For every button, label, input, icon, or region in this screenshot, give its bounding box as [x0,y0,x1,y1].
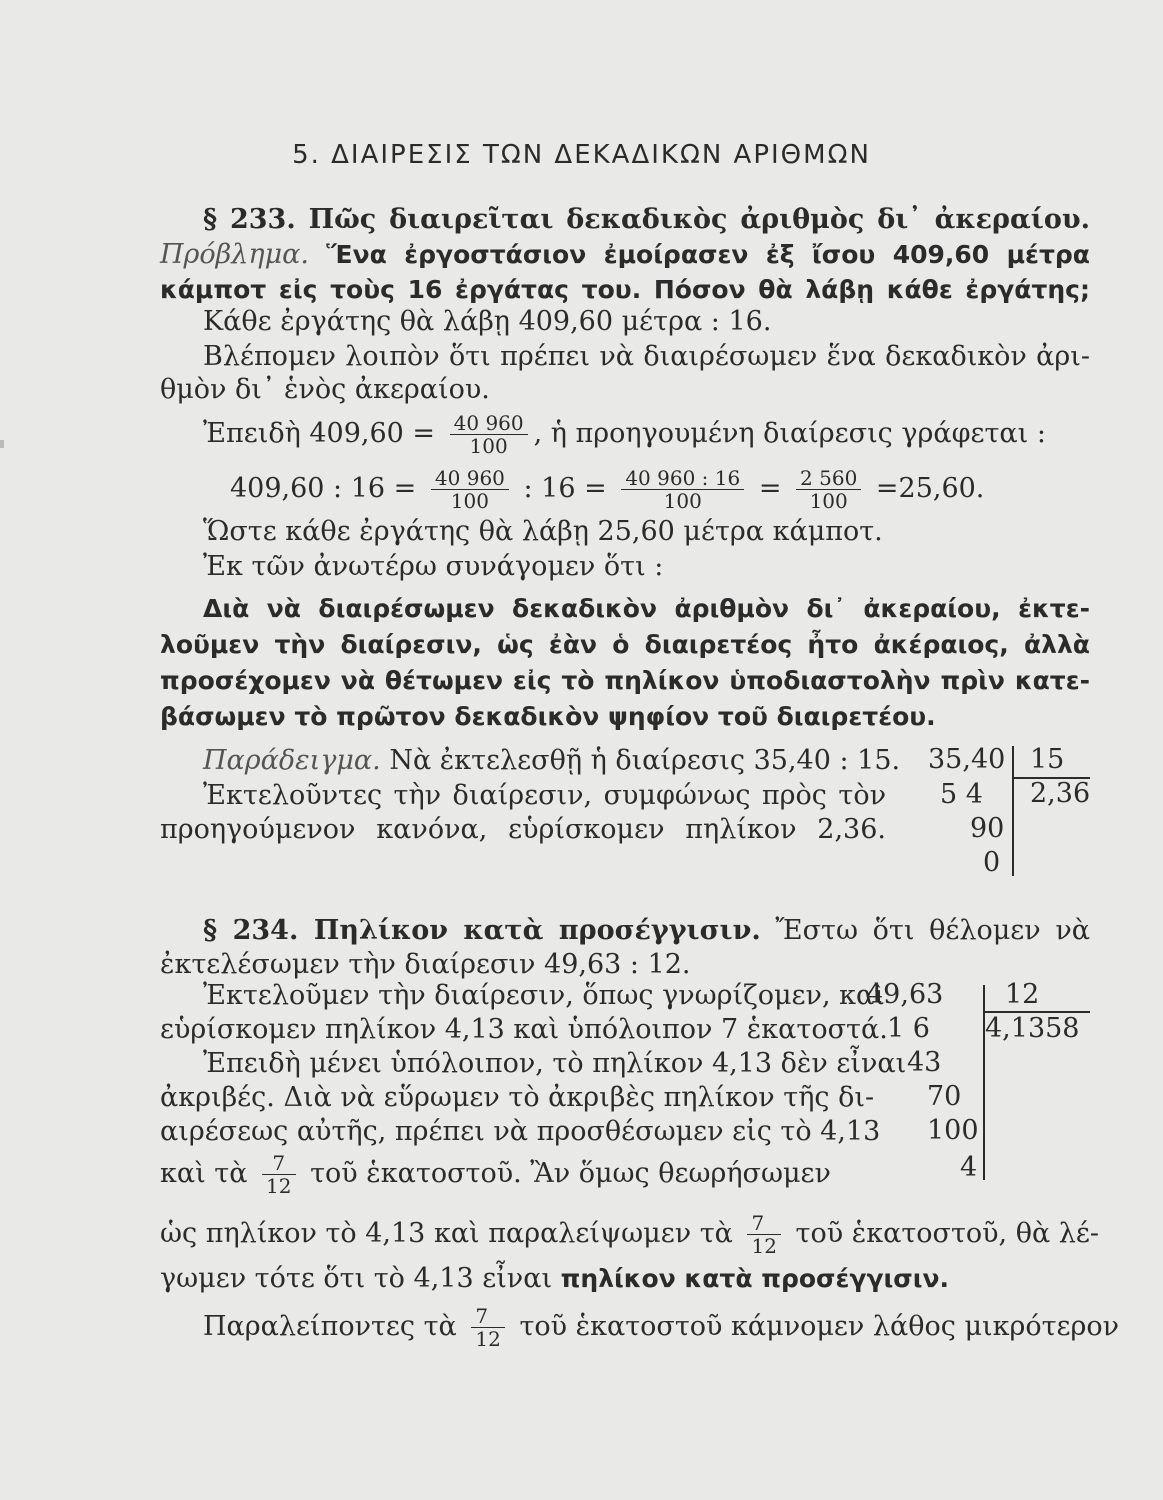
section-234-heading: § 234. Πηλίκον κατὰ προσέγγισιν. Ἔστω ὅτι θέλομεν νὰ [203,915,1090,946]
example-label: Παράδειγμα. [203,745,381,776]
fraction: $\frac{40 960}{100}$ [450,412,528,457]
text-line: Ἐκ τῶν ἀνωτέρω συνάγομεν ὅτι : [203,551,664,582]
rule-line-3: προσέχομεν νὰ θέτωμεν εἰς τὸ πηλίκον ὑποδιαστολὴν πρὶν κατε- [160,666,1090,695]
section-233-heading: § 233. Πῶς διαιρεῖται δεκαδικὸς ἀριθμὸς δι᾽ ἀκεραίου. [203,204,1090,235]
text-line: Ὥστε κάθε ἐργάτης θὰ λάβῃ 25,60 μέτρα κάμποτ. [203,516,883,547]
text-line: Ἐκτελοῦμεν τὴν διαίρεσιν, ὅπως γνωρίζομεν, καὶ [203,980,885,1011]
text-line-with-fraction: Παραλείποντες τὰ $\frac{7}{12}$ τοῦ ἑκατοστοῦ κάμνομεν λάθος μικρότερον [203,1304,1120,1351]
text-line: ἀκριβές. Διὰ νὰ εὕρωμεν τὸ ἀκριβὲς πηλίκον τῆς δι- [160,1082,875,1113]
fraction: $\frac{7}{12}$ [471,1305,504,1350]
fraction: $\frac{7}{12}$ [262,1152,295,1197]
fraction: $\frac{40 960}{100}$ [431,467,509,512]
example-line-2: Ἐκτελοῦντες τὴν διαίρεσιν, συμφώνως πρὸς τὸν [203,780,886,811]
text-line: γωμεν τότε ὅτι τὸ 4,13 εἶναι πηλίκον κατὰ προσέγγισιν. [160,1263,949,1294]
rule-line-4: βάσωμεν τὸ πρῶτον δεκαδικὸν ψηφίον τοῦ διαιρετέου. [160,702,936,731]
rule-line-1: Διὰ νὰ διαιρέσωμεν δεκαδικὸν ἀριθμὸν δι᾽ ἀκεραίου, ἐκτε- [203,594,1090,623]
text-line: εὑρίσκομεν πηλίκον 4,13 καὶ ὑπόλοιπον 7 ἑκατοστά. [160,1014,888,1045]
text-line: Βλέπομεν λοιπὸν ὅτι πρέπει νὰ διαιρέσωμεν ἕνα δεκαδικὸν ἀρι- [203,341,1090,372]
fraction: $\frac{7}{12}$ [747,1212,780,1257]
problem-line-1: Πρόβλημα. Ἕνα ἐργοστάσιον ἐμοίρασεν ἐξ ἴσου 409,60 μέτρα [160,239,1090,270]
scan-speck [0,440,4,448]
chapter-title: 5. ΔΙΑΙΡΕΣΙΣ ΤΩΝ ΔΕΚΑΔΙΚΩΝ ΑΡΙΘΜΩΝ [292,140,871,170]
text-line: θμὸν δι᾽ ἑνὸς ἀκεραίου. [160,374,490,405]
text-line: Ἐπειδὴ μένει ὑπόλοιπον, τὸ πηλίκον 4,13 δὲν εἶναι [203,1048,907,1079]
equation: 409,60 : 16 = $\frac{40 960}{100}$ : 16 = $\frac{40 960 : 16}{100}$ = $\frac{2 560}{100}$ =25,60. [230,466,985,513]
text-line-with-fraction: ὡς πηλίκον τὸ 4,13 καὶ παραλείψωμεν τὰ $\frac{7}{12}$ τοῦ ἑκατοστοῦ, θὰ λέ- [160,1211,1100,1258]
fraction: $\frac{2 560}{100}$ [796,467,861,512]
example-line-1: Παράδειγμα. Νὰ ἐκτελεσθῇ ἡ διαίρεσις 35,40 : 15. [203,745,901,776]
text-line-with-fraction: Ἐπειδὴ 409,60 = $\frac{40 960}{100}$ , ἡ προηγουμένη διαίρεσις γράφεται : [203,411,1046,458]
text-line: Κάθε ἐργάτης θὰ λάβῃ 409,60 μέτρα : 16. [203,306,772,337]
fraction: $\frac{40 960 : 16}{100}$ [621,467,744,512]
text-line: ἐκτελέσωμεν τὴν διαίρεσιν 49,63 : 12. [160,949,691,980]
text-line-with-fraction: καὶ τὰ $\frac{7}{12}$ τοῦ ἑκατοστοῦ. Ἂν ὅμως θεωρήσωμεν [160,1151,831,1198]
book-page: 5. ΔΙΑΙΡΕΣΙΣ ΤΩΝ ΔΕΚΑΔΙΚΩΝ ΑΡΙΘΜΩΝ § 233. Πῶς διαιρεῖται δεκαδικὸς ἀριθμὸς δι᾽ ἀκεραίου. Πρόβλημα. Ἕνα ἐργοστάσιον ἐμοίρασεν ἐξ ἴσου 409,60 μέτρα κάμποτ εἰς τοὺς 16 ἐργάτας του. Πόσον θὰ λάβῃ κάθε ἐργάτης; Κάθε ἐργάτης θὰ λάβῃ 409,60 μέτρα : 16. Βλέπομεν λοιπὸν ὅτι πρέπει νὰ διαιρέσωμεν ἕνα δεκαδικὸν ἀρι- θμὸν δι᾽ ἑνὸς ἀκεραίου. Ἐπειδὴ 409,60 = $\frac{40 960}{100}$ , ἡ προηγουμένη διαίρεσις γράφεται : 409,60 : 16 = $\frac{40 960}{100}$ : 16 = $\frac{40 960 : 16}{100}$ = $\frac{2 560}{100}$ =25,60. Ὥστε κάθε ἐργάτης θὰ λάβῃ 25,60 μέτρα κάμποτ. Ἐκ τῶν ἀνωτέρω συνάγομεν ὅτι : Διὰ νὰ διαιρέσωμεν δεκαδικὸν ἀριθμὸν δι᾽ ἀκεραίου, ἐκτε- λοῦμεν τὴν διαίρεσιν, ὡς ἐὰν ὁ διαιρετέος ἦτο ἀκέραιος, ἀλλὰ προσέχομεν νὰ θέτωμεν εἰς τὸ πηλίκον ὑποδιαστολὴν πρὶν κατε- βάσωμεν τὸ πρῶτον δεκαδικὸν ψηφίον τοῦ διαιρετέου. Παράδειγμα. Νὰ ἐκτελεσθῇ ἡ διαίρεσις 35,40 : 15. Ἐκτελοῦντες τὴν διαίρεσιν, συμφώνως πρὸς τὸν προηγούμενον κανόνα, εὑρίσκομεν πηλίκον 2,36. 35,40 15 2,36 5 4 90 0 § 234. Πηλίκον κατὰ προσέγγισιν. Ἔστω ὅτι θέλομεν νὰ ἐκτελέσωμεν τὴν διαίρεσιν 49,63 : 12. Ἐκτελοῦμεν τὴν διαίρεσιν, ὅπως γνωρίζομεν, καὶ εὑρίσκομεν πηλίκον 4,13 καὶ ὑπόλοιπον 7 ἑκατοστά. Ἐπειδὴ μένει ὑπόλοιπον, τὸ πηλίκον 4,13 δὲν εἶναι ἀκριβές. Διὰ νὰ εὕρωμεν τὸ ἀκριβὲς πηλίκον τῆς δι- αιρέσεως αὐτῆς, πρέπει νὰ προσθέσωμεν εἰς τὸ 4,13 καὶ τὰ $\frac{7}{12}$ τοῦ ἑκατοστοῦ. Ἂν ὅμως θεωρήσωμεν 49,63 12 4,1358 1 6 43 70 100 4 ὡς πηλίκον τὸ 4,13 καὶ παραλείψωμεν τὰ $\frac{7}{12}$ τοῦ ἑκατοστοῦ, θὰ λέ- γωμεν τότε ὅτι τὸ 4,13 εἶναι πηλίκον κατὰ προσέγγισιν. Παραλείποντες τὰ $\frac{7}{12}$ τοῦ ἑκατοστοῦ κάμνομεν λάθος μικρότερον [0,0,1163,1500]
problem-label: Πρόβλημα. [160,239,309,270]
rule-line-2: λοῦμεν τὴν διαίρεσιν, ὡς ἐὰν ὁ διαιρετέος ἦτο ἀκέραιος, ἀλλὰ [160,630,1090,659]
problem-line-2: κάμποτ εἰς τοὺς 16 ἐργάτας του. Πόσον θὰ λάβῃ κάθε ἐργάτης; [160,275,1090,304]
example-line-3: προηγούμενον κανόνα, εὑρίσκομεν πηλίκον 2,36. [160,814,886,845]
text-line: αιρέσεως αὐτῆς, πρέπει νὰ προσθέσωμεν εἰς τὸ 4,13 [160,1116,881,1147]
